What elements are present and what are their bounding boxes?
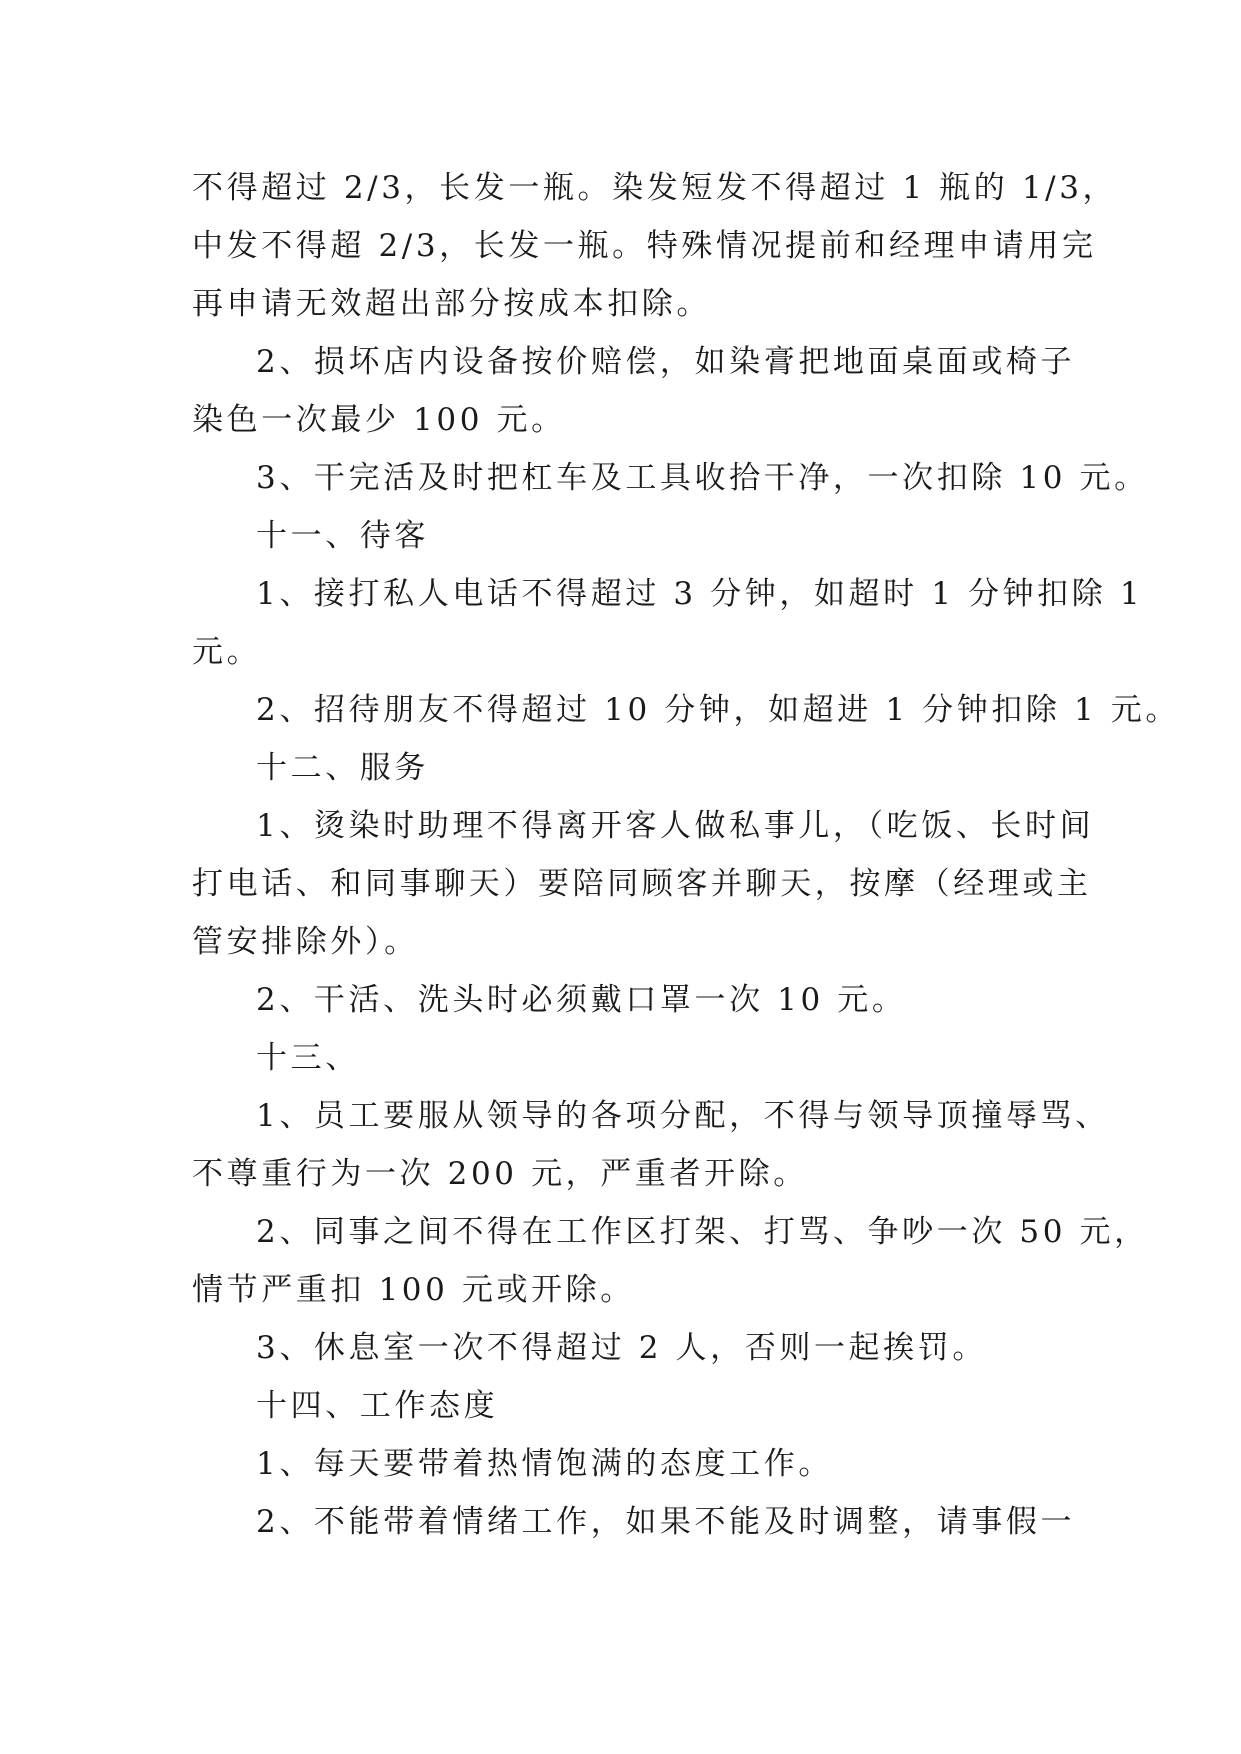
- text-line: 1、烫染时助理不得离开客人做私事儿，（吃饭、长时间: [256, 808, 1095, 844]
- text-line: 1、每天要带着热情饱满的态度工作。: [256, 1446, 833, 1482]
- section-heading: 十四、工作态度: [256, 1388, 499, 1424]
- text-line: 中发不得超 2/3，长发一瓶。特殊情况提前和经理申请用完: [192, 228, 1097, 264]
- section-heading: 十一、待客: [256, 518, 429, 554]
- text-line: 元。: [192, 634, 262, 670]
- text-line: 2、招待朋友不得超过 10 分钟，如超进 1 分钟扣除 1 元。: [256, 692, 1180, 728]
- text-line: 2、损坏店内设备按价赔偿，如染膏把地面桌面或椅子: [256, 344, 1076, 380]
- text-line: 2、干活、洗头时必须戴口罩一次 10 元。: [256, 982, 907, 1018]
- text-line: 2、不能带着情绪工作，如果不能及时调整，请事假一: [256, 1504, 1076, 1540]
- text-line: 再申请无效超出部分按成本扣除。: [192, 286, 711, 322]
- text-line: 染色一次最少 100 元。: [192, 402, 566, 438]
- section-heading: 十三、: [256, 1040, 360, 1076]
- text-line: 2、同事之间不得在工作区打架、打骂、争吵一次 50 元，: [256, 1214, 1149, 1250]
- section-heading: 十二、服务: [256, 750, 429, 786]
- text-line: 1、员工要服从领导的各项分配，不得与领导顶撞辱骂、: [256, 1098, 1110, 1134]
- text-line: 不得超过 2/3，长发一瓶。染发短发不得超过 1 瓶的 1/3，: [192, 170, 1118, 206]
- text-line: 1、接打私人电话不得超过 3 分钟，如超时 1 分钟扣除 1: [256, 576, 1144, 612]
- text-line: 管安排除外）。: [192, 924, 419, 960]
- text-line: 不尊重行为一次 200 元，严重者开除。: [192, 1156, 808, 1192]
- text-line: 3、干完活及时把杠车及工具收拾干净，一次扣除 10 元。: [256, 460, 1149, 496]
- text-line: 情节严重扣 100 元或开除。: [192, 1272, 635, 1308]
- text-line: 打电话、和同事聊天）要陪同顾客并聊天，按摩（经理或主: [192, 866, 1092, 902]
- text-line: 3、休息室一次不得超过 2 人，否则一起挨罚。: [256, 1330, 987, 1366]
